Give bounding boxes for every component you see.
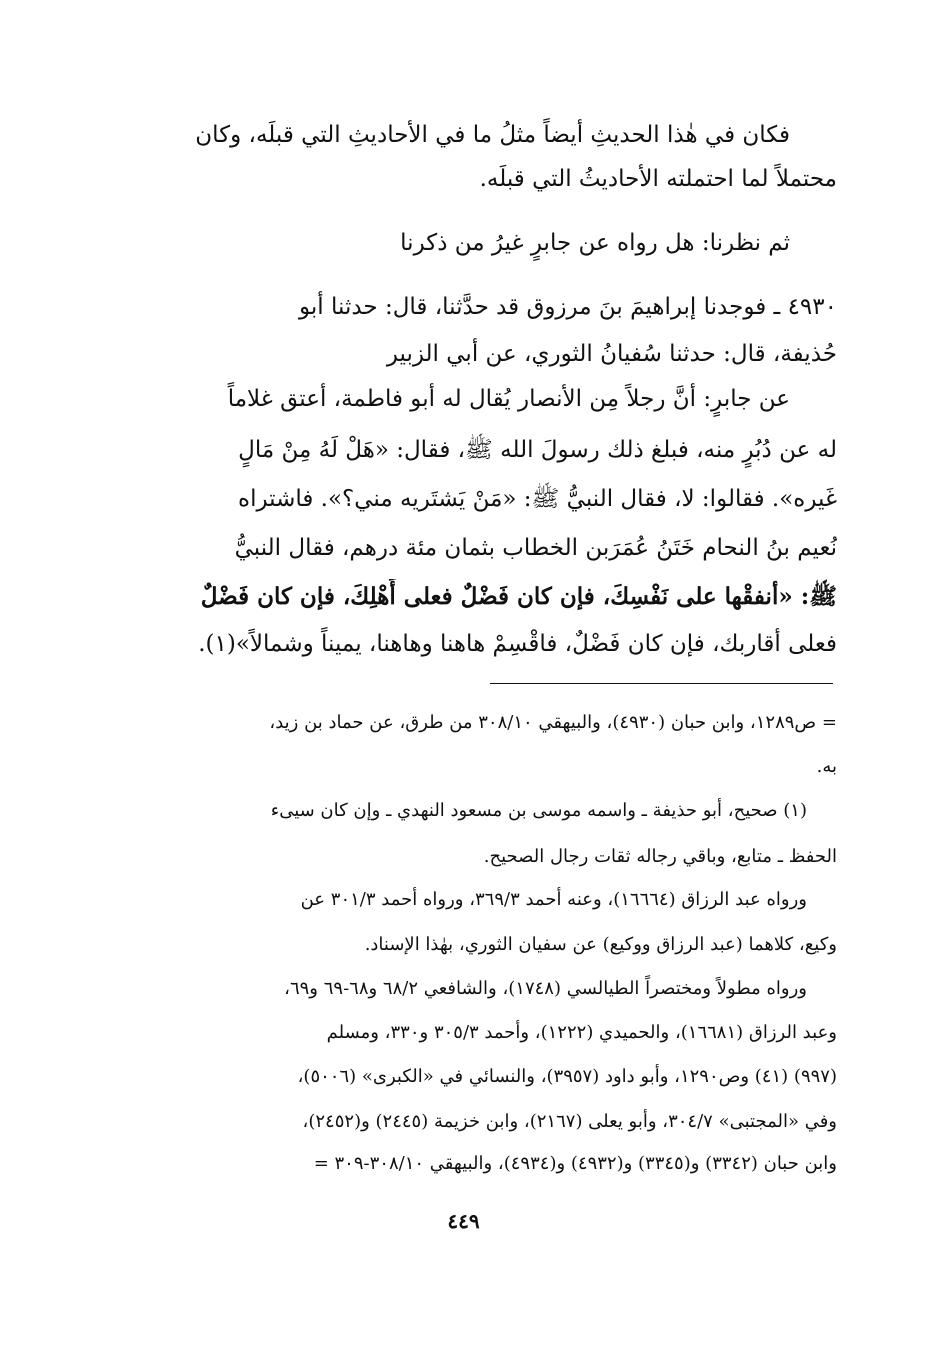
main-line-7: له عن دُبُرٍ منه، فبلغ ذلك رسولَ الله ﷺ، فقال: «هَلْ لَهُ مِنْ مَالٍ	[238, 437, 837, 463]
main-line-11: فعلى أقاربك، فإن كان فَضْلٌ، فاقْسِمْ هاهنا وهاهنا، يميناً وشمالاً»(١).	[198, 631, 837, 657]
main-line-10: ﷺ: «أنفقْها على نَفْسِكَ، فإن كان فَضْلٌ فعلى أَهْلِكَ، فإن كان فَضْلٌ	[200, 583, 837, 610]
footnote-line-10: وفي «المجتبى» ٣٠٤/٧، وأبو يعلى (٢١٦٧)، وابن خزيمة (٢٤٤٥) و(٢٤٥٢)،	[302, 1111, 837, 1132]
main-line-2: محتملاً لما احتملته الأحاديثُ التي قبلَه.	[479, 166, 837, 192]
main-line-4: ٤٩٣٠ ـ فوجدنا إبراهيمَ بنَ مرزوق قد حدَّثنا، قال: حدثنا أبو	[299, 294, 837, 320]
footnote-line-5: ورواه عبد الرزاق (١٦٦٦٤)، وعنه أحمد ٣٦٩/٣، ورواه أحمد ٣٠١/٣ عن	[300, 889, 807, 910]
footnote-line-7: ورواه مطولاً ومختصراً الطيالسي (١٧٤٨)، والشافعي ٦٨/٢ و٦٨-٦٩ و٦٩،	[284, 978, 807, 999]
main-line-1: فكان في هٰذا الحديثِ أيضاً مثلُ ما في الأحاديثِ التي قبلَه، وكان	[195, 122, 790, 148]
footnote-line-4: الحفظ ـ متابع، وباقي رجاله ثقات رجال الصحيح.	[483, 846, 837, 867]
main-line-3: ثم نظرنا: هل رواه عن جابرٍ غيرُ من ذكرنا	[400, 230, 790, 256]
footnote-line-9: (٩٩٧) (٤١) وص١٢٩٠، وأبو داود (٣٩٥٧)، والنسائي في «الكبرى» (٥٠٠٦)،	[297, 1066, 837, 1087]
main-line-6: عن جابرٍ: أنَّ رجلاً مِن الأنصار يُقال له أبو فاطمة، أعتق غلاماً	[227, 386, 790, 412]
footnote-line-1: = ص١٢٨٩، وابن حبان (٤٩٣٠)، والبيهقي ٣٠٨/١٠ من طرق، عن حماد بن زيد،	[269, 712, 837, 733]
main-line-8: غَيره». فقالوا: لا، فقال النبيُّ ﷺ: «مَنْ يَشتَريه مني؟». فاشتراه	[238, 486, 837, 512]
footnote-line-11: وابن حبان (٣٣٤٢) و(٣٣٤٥) و(٤٩٣٢) و(٤٩٣٤)، والبيهقي ٣٠٨/١٠-٣٠٩ =	[313, 1153, 837, 1174]
page-number: ٤٤٩	[447, 1209, 480, 1233]
footnote-line-3: (١) صحيح، أبو حذيفة ـ واسمه موسى بن مسعود النهدي ـ وإن كان سيىء	[270, 800, 807, 821]
footnote-line-2: به.	[816, 756, 837, 777]
footnote-divider	[490, 683, 833, 684]
main-line-5: حُذيفة، قال: حدثنا سُفيانُ الثوري، عن أبي الزبير	[386, 341, 837, 367]
main-line-9: نُعيم بنُ النحام خَتَنُ عُمَرَبن الخطاب بثمان مئة درهم، فقال النبيُّ	[234, 535, 837, 561]
footnote-line-8: وعبد الرزاق (١٦٦٨١)، والحميدي (١٢٢٢)، وأحمد ٣٠٥/٣ و٣٣٠، ومسلم	[326, 1022, 837, 1043]
footnote-line-6: وكيع، كلاهما (عبد الرزاق ووكيع) عن سفيان الثوري، بهٰذا الإسناد.	[364, 934, 837, 955]
